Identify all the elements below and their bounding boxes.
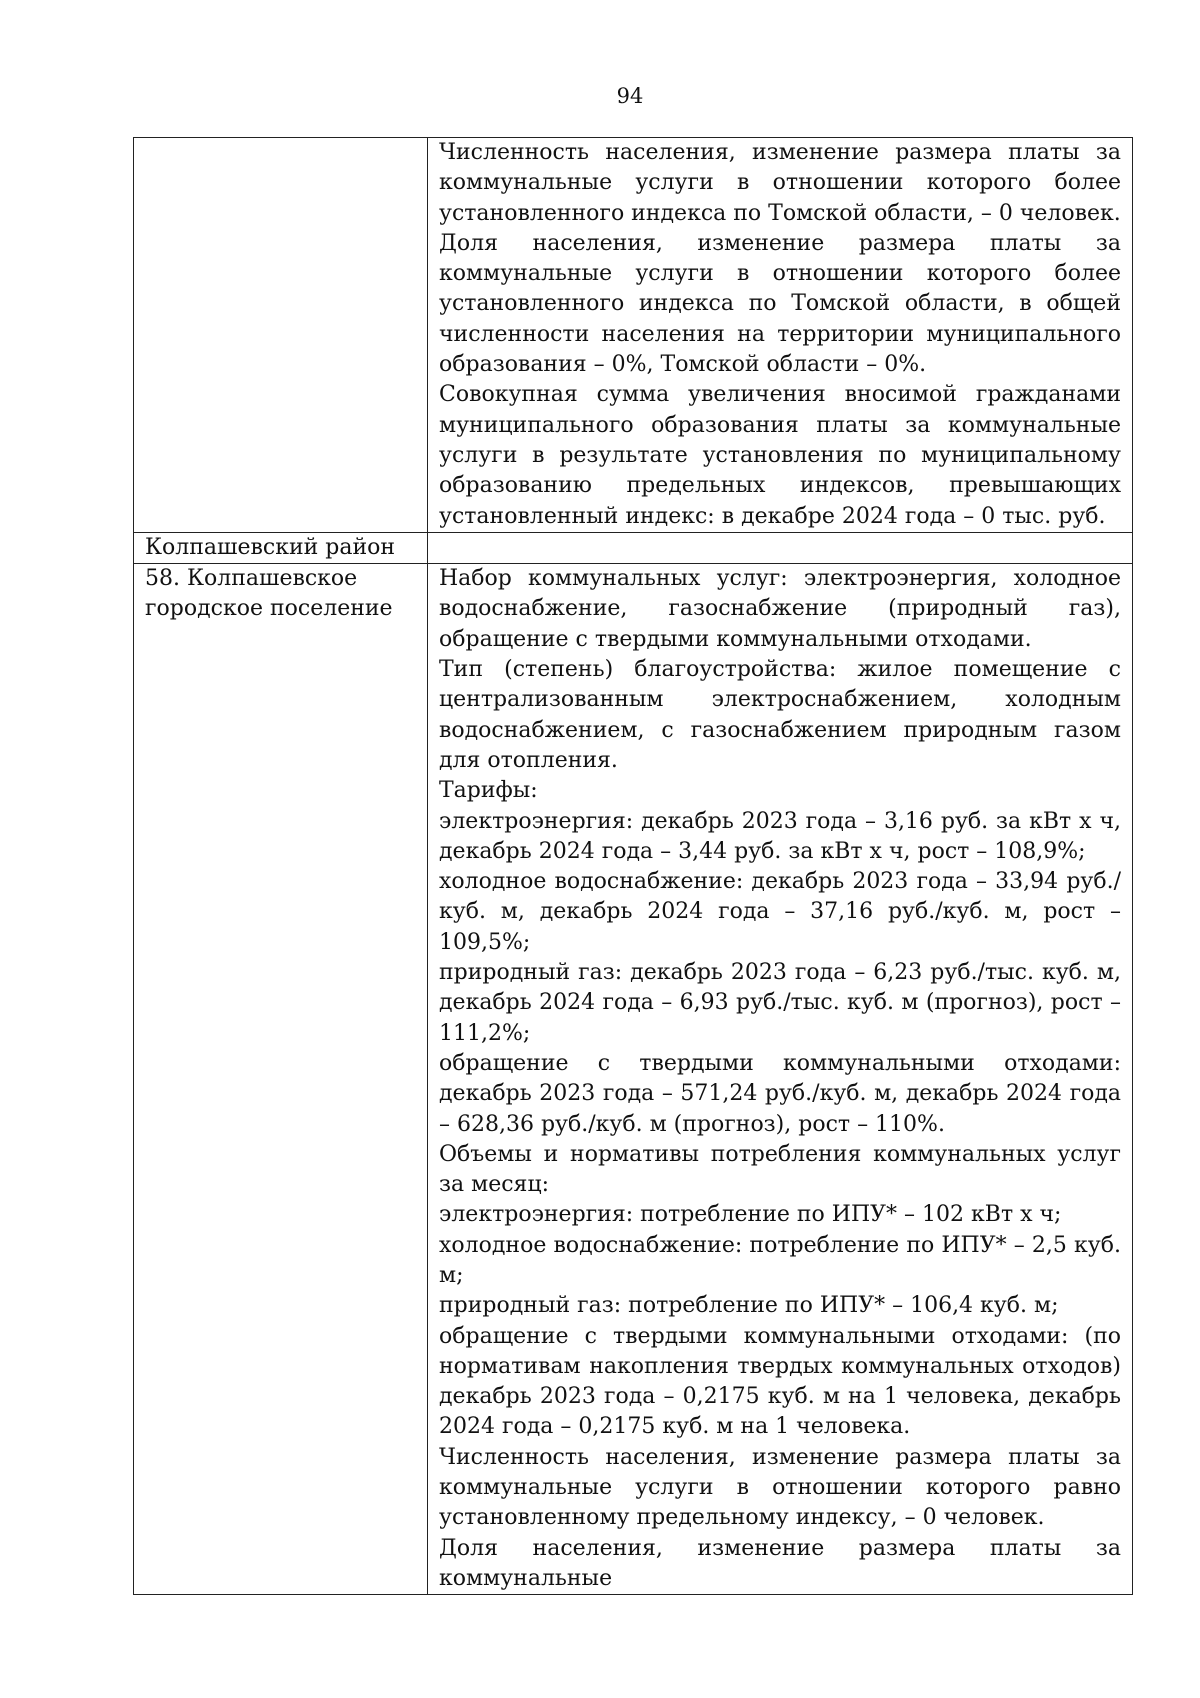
description-cell bbox=[428, 138, 1133, 533]
description-cell bbox=[428, 564, 1133, 1595]
description-paragraph: природный газ: декабрь 2023 года – 6,23 руб./тыс. куб. м, декабрь 2024 года – 6,93 руб./тыс. куб. м (прогноз), рост – 111,2%; bbox=[439, 960, 1121, 1046]
description-paragraph: обращение с твердыми коммунальными отходами: декабрь 2023 года – 571,24 руб./куб. м, декабрь 2024 года – 628,36 руб./куб. м (прогноз), рост – 110%. bbox=[439, 1050, 1121, 1137]
description-paragraph: Набор коммунальных услуг: электроэнергия, холодное водоснабжение, газоснабжение (природный газ), обращение с твердыми коммунальными отходами. bbox=[439, 566, 1121, 652]
description-paragraph: Доля населения, изменение размера платы за коммунальные bbox=[439, 1535, 1121, 1591]
description-paragraph: Тарифы: bbox=[439, 778, 538, 804]
municipality-cell: 58. Колпашевское городское поселение bbox=[134, 564, 428, 1595]
municipality-cell: Колпашевский район bbox=[134, 532, 428, 563]
description-paragraph: электроэнергия: потребление по ИПУ* – 102 кВт х ч; bbox=[439, 1202, 1062, 1228]
description-paragraph: Численность населения, изменение размера платы за коммунальные услуги в отношении которого равно установленному предельному индексу, – 0 человек. bbox=[439, 1444, 1121, 1531]
description-paragraph: холодное водоснабжение: потребление по ИПУ* – 2,5 куб. м; bbox=[439, 1232, 1121, 1288]
page-number: 94 bbox=[616, 84, 644, 108]
description-paragraph: электроэнергия: декабрь 2023 года – 3,16 руб. за кВт х ч, декабрь 2024 года – 3,44 руб. за кВт х ч, рост – 108,9%; bbox=[439, 808, 1121, 864]
description-paragraph: обращение с твердыми коммунальными отходами: (по нормативам накопления твердых коммунальных отходов) декабрь 2023 года – 0,2175 куб. м на 1 человека, декабрь 2024 года – 0,2175 куб. м на 1 человека. bbox=[439, 1323, 1121, 1440]
description-paragraph: природный газ: потребление по ИПУ* – 106,4 куб. м; bbox=[439, 1293, 1059, 1319]
table-row bbox=[134, 564, 1133, 1595]
table-row bbox=[134, 138, 1133, 533]
table-row bbox=[134, 532, 1133, 563]
description-paragraph: Численность населения, изменение размера платы за коммунальные услуги в отношении которого более установленного индекса по Томской области, – 0 человек. bbox=[439, 140, 1121, 226]
description-paragraph: Доля населения, изменение размера платы за коммунальные услуги в отношении которого более установленного индекса по Томской области, в общей численности населения на территории муниципального образования – 0%, Томской области – 0%. bbox=[439, 230, 1121, 378]
municipality-cell bbox=[134, 138, 428, 533]
description-cell bbox=[428, 532, 1133, 563]
description-paragraph: Тип (степень) благоустройства: жилое помещение с централизованным электроснабжением, холодным водоснабжением, с газоснабжением природным газом для отопления. bbox=[439, 657, 1121, 773]
description-paragraph: Объемы и нормативы потребления коммунальных услуг за месяц: bbox=[439, 1141, 1121, 1198]
table-body bbox=[134, 138, 1133, 1595]
document-table bbox=[133, 137, 1133, 1595]
description-paragraph: Совокупная сумма увеличения вносимой гражданами муниципального образования платы за коммунальные услуги в результате установления по муниципальному образованию предельных индексов, превышающих установленный индекс: в декабре 2024 года – 0 тыс. руб. bbox=[439, 382, 1121, 529]
description-paragraph: холодное водоснабжение: декабрь 2023 года – 33,94 руб./куб. м, декабрь 2024 года – 37,16 руб./куб. м, рост – 109,5%; bbox=[439, 869, 1121, 955]
